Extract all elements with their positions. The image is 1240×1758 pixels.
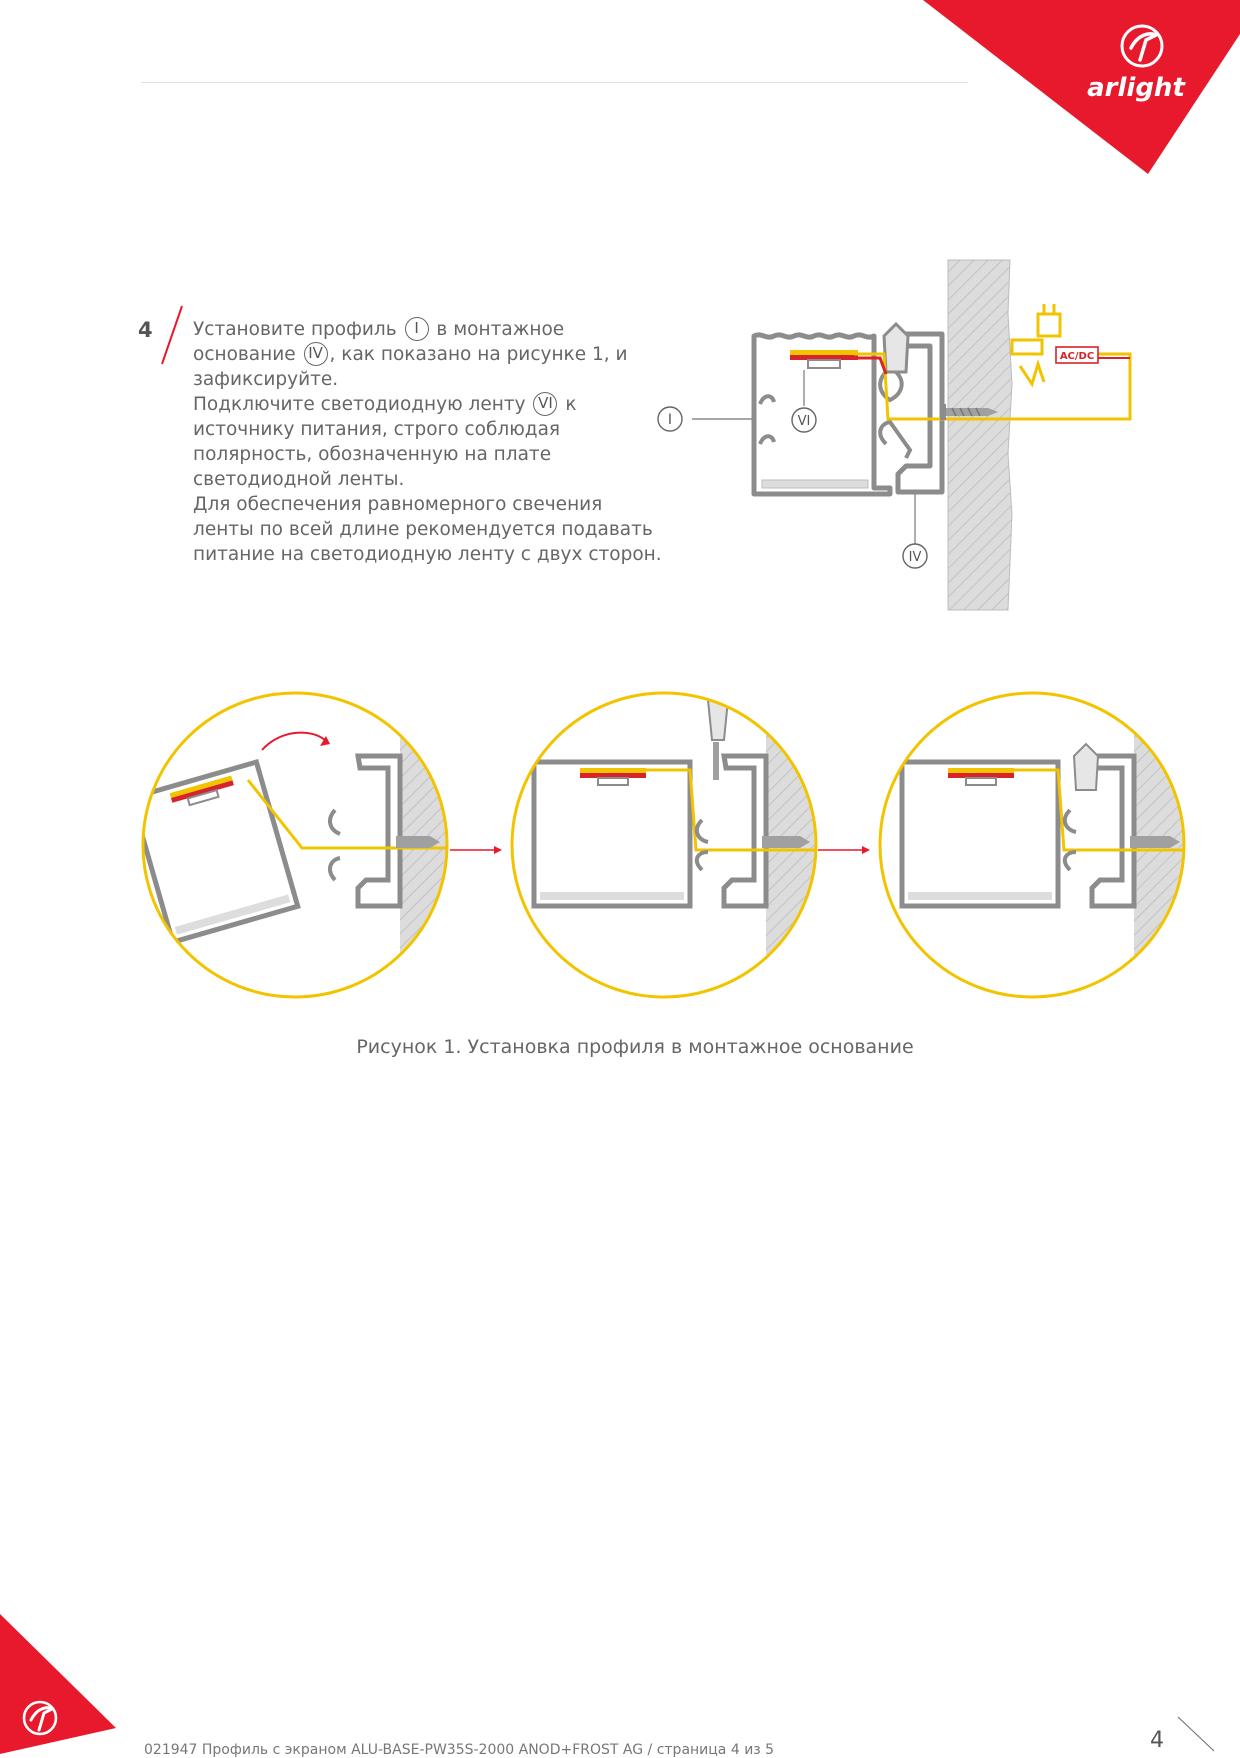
top-divider (141, 82, 968, 83)
step-text-segment: в монтажное основание (193, 319, 565, 365)
page-number: 4 (1150, 1728, 1164, 1753)
sequence-step-3 (880, 680, 1200, 1010)
step-text-segment: , как показано на рисунке 1, и зафиксируйте. (193, 344, 628, 390)
step-text-segment: Установите профиль (193, 319, 403, 340)
installation-diagram-main (640, 254, 1140, 614)
step-instructions (193, 317, 663, 567)
brand-corner-top (0, 0, 1240, 180)
step-paragraph (193, 492, 663, 567)
footer-document-info: 021947 Профиль с экраном ALU-BASE-PW35S-2000 ANOD+FROST AG / страница 4 из 5 (144, 1742, 775, 1758)
step-text-segment: Подключите светодиодную ленту (193, 394, 532, 415)
callout-profile: I (667, 412, 673, 428)
step-text-segment: Для обеспечения равномерного свечения ленты по всей длине рекомендуется подавать питание на светодиодную ленту с двух сторон. (193, 494, 662, 565)
page-slash-icon (1176, 1715, 1216, 1755)
wire-red (856, 358, 886, 374)
step-text-segment: к источнику питания, строго соблюдая полярность, обозначенную на плате светодиодной ленты. (193, 394, 577, 490)
step-paragraph (193, 317, 663, 392)
callout-strip: VI (797, 414, 811, 429)
brand-name: arlight (1087, 73, 1185, 103)
step-number: 4 (138, 318, 153, 342)
component-badge: VI (533, 392, 557, 416)
wall (948, 260, 1012, 610)
sequence-step-2 (510, 680, 846, 1010)
power-supply-label: AC/DC (1059, 351, 1095, 362)
step-slash-icon (156, 304, 186, 366)
sequence-step-1 (130, 680, 480, 1010)
figure-caption: Рисунок 1. Установка профиля в монтажное основание (356, 1036, 914, 1058)
component-badge: I (405, 317, 429, 341)
step-paragraph (193, 392, 663, 492)
callout-base: IV (908, 550, 922, 565)
brand-corner-bottom (0, 1610, 130, 1754)
installation-sequence (130, 680, 1200, 1010)
component-badge: IV (304, 342, 328, 366)
